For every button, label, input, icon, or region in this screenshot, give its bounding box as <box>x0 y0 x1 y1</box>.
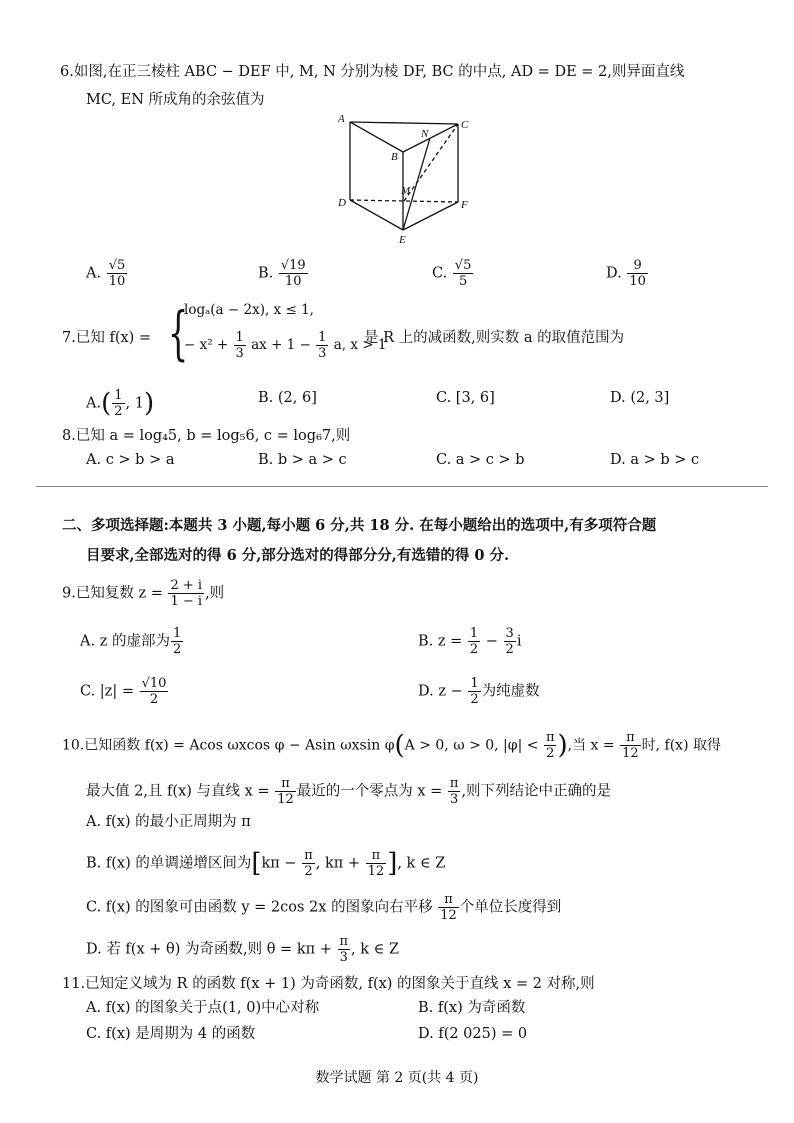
section2-line2: 目要求,全部选对的得 6 分,部分选对的得部分分,有选错的得 0 分. <box>86 547 510 564</box>
q11-stem: 11.已知定义域为 R 的函数 f(x + 1) 为奇函数, f(x) 的图象关于直线 x = 2 对称,则 <box>62 976 595 992</box>
q6-line1 <box>60 62 684 82</box>
edge-DE <box>350 200 403 230</box>
q10-line2: 最大值 2,且 f(x) 与直线 x = $\frac{\pi}{12}$ 最近的一个零点为 x = $\frac{\pi}{3}$ ,则下列结论中正确的是 <box>86 776 612 807</box>
q7-brace: { <box>168 299 189 367</box>
q11-option-c[interactable]: C. f(x) 是周期为 4 的函数 <box>86 1026 256 1042</box>
q10-option-d[interactable]: D. 若 f(x + θ) 为奇函数,则 θ = kπ + $\frac{\pi}{3}$ , k ∈ Z <box>86 934 400 965</box>
label-M: M <box>401 185 411 197</box>
q8-option-d[interactable]: D. a > b > c <box>610 452 700 468</box>
q8-option-b[interactable]: B. b > a > c <box>258 452 347 468</box>
q11-option-a[interactable]: A. f(x) 的图象关于点(1, 0)中心对称 <box>86 1000 320 1016</box>
q6-c-fraction: $\frac{√5}{5}$ <box>454 258 472 289</box>
q8-stem: 8.已知 a = log₄5, b = log₅6, c = log₆7,则 <box>62 428 351 444</box>
q8-option-a[interactable]: A. c > b > a <box>86 452 175 468</box>
edge-EF <box>403 202 458 230</box>
segment-EN <box>403 138 430 230</box>
label-N: N <box>421 128 429 140</box>
q6-b-fraction: $\frac{√19}{10}$ <box>280 258 306 289</box>
q6-option-b[interactable]: B. $\frac{√19}{10}$ <box>258 258 306 289</box>
q7-lead: 7.已知 f(x) = <box>62 330 152 346</box>
edge-AB <box>350 122 403 152</box>
edge-BC <box>403 124 458 152</box>
q8-option-c[interactable]: C. a > c > b <box>436 452 525 468</box>
segment-MC <box>404 124 458 201</box>
q11-option-b[interactable]: B. f(x) 为奇函数 <box>418 1000 526 1016</box>
q9-stem: 9.已知复数 z = $\frac{2 + i}{1 - i}$ ,则 <box>62 578 225 609</box>
q9-option-b[interactable]: B. z = $\frac{1}{2}$ − $\frac{3}{2}$ i <box>418 626 522 657</box>
q7-option-b[interactable]: B. (2, 6] <box>258 390 317 406</box>
q6-option-c[interactable]: C. $\frac{√5}{5}$ <box>432 258 472 289</box>
page-footer: 数学试题 第 2 页(共 4 页) <box>315 1070 479 1086</box>
q10-option-a[interactable]: A. f(x) 的最小正周期为 π <box>86 814 251 830</box>
q7-option-a[interactable]: A.( $\frac{1}{2}$ , 1) <box>86 388 155 419</box>
q9-option-a[interactable]: A. z 的虚部为 $\frac{1}{2}$ <box>80 626 182 657</box>
q6-d-fraction: $\frac{9}{10}$ <box>629 258 646 289</box>
q10-line1: 10.已知函数 f(x) = Acos ωxcos φ − Asin ωxsin φ(A > 0, ω > 0, |φ| < $\frac{\pi}{2}$ ),当 x = $\frac{\pi}{12}$ 时, f(x) 取得 <box>62 730 721 761</box>
q6-text-line1: 如图,在正三棱柱 ABC − DEF 中, M, N 分别为棱 DF, BC 的中点, AD = DE = 2,则异面直线 <box>73 64 685 80</box>
label-B: B <box>391 151 398 163</box>
q7-piece1: logₐ(a − 2x), x ≤ 1, <box>184 302 314 318</box>
q7-tail: 是 R 上的减函数,则实数 a 的取值范围为 <box>364 330 625 346</box>
label-A: A <box>338 113 345 125</box>
section-divider <box>36 486 768 487</box>
q9-option-d[interactable]: D. z − $\frac{1}{2}$ 为纯虚数 <box>418 676 540 707</box>
q7-option-c[interactable]: C. [3, 6] <box>436 390 495 406</box>
q6-line2: MC, EN 所成角的余弦值为 <box>86 92 265 108</box>
label-C: C <box>461 119 469 131</box>
q7-piece2: − x² + $\frac{1}{3}$ ax + 1 − $\frac{1}{3}$ a, x > 1 <box>184 330 387 361</box>
q9-option-c[interactable]: C. |z| = $\frac{√10}{2}$ <box>80 676 167 707</box>
section2-line1: 二、多项选择题:本题共 3 小题,每小题 6 分,共 18 分. 在每小题给出的选项中,有多项符合题 <box>62 517 657 534</box>
q10-option-c[interactable]: C. f(x) 的图象可由函数 y = 2cos 2x 的图象向右平移 $\frac{\pi}{12}$ 个单位长度得到 <box>86 892 562 923</box>
q6-a-fraction: $\frac{√5}{10}$ <box>108 258 126 289</box>
edge-AC <box>350 122 458 124</box>
q6-option-d[interactable]: D. $\frac{9}{10}$ <box>606 258 646 289</box>
q11-option-d[interactable]: D. f(2 025) = 0 <box>418 1026 528 1042</box>
q7-option-d[interactable]: D. (2, 3] <box>610 390 670 406</box>
q6-number: 6. <box>60 64 74 80</box>
label-F: F <box>461 199 468 211</box>
prism-figure <box>335 110 485 245</box>
q6-option-a[interactable]: A. $\frac{√5}{10}$ <box>86 258 126 289</box>
label-E: E <box>399 234 406 245</box>
label-D: D <box>338 197 346 209</box>
q10-option-b[interactable]: B. f(x) 的单调递增区间为[kπ − $\frac{\pi}{2}$ , kπ + $\frac{\pi}{12}$ ], k ∈ Z <box>86 848 446 879</box>
